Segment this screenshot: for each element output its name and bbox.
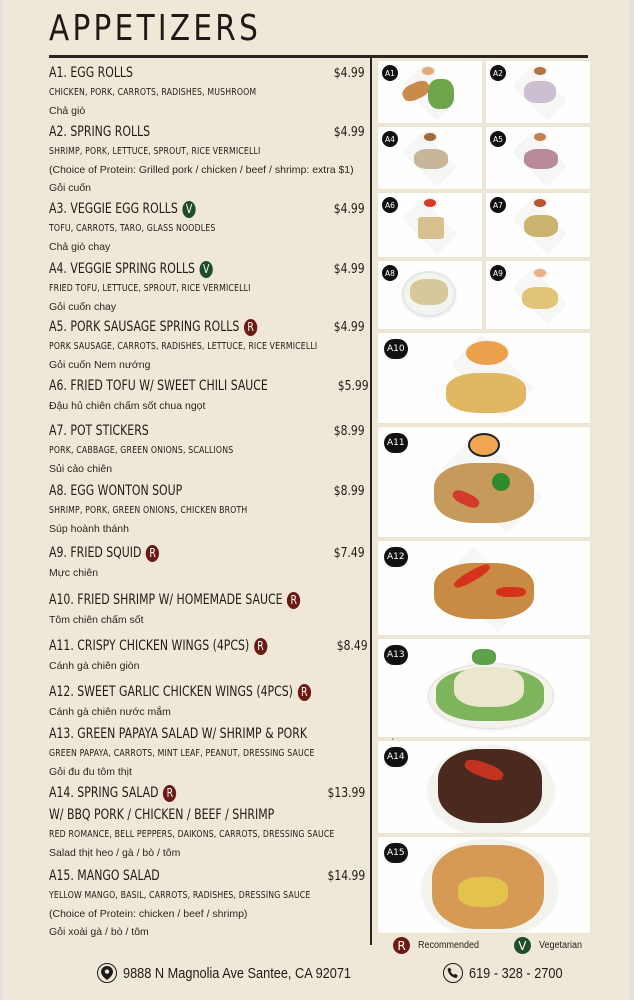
legend (393, 937, 587, 954)
item-ingredients: PORK, CABBAGE, GREEN ONIONS, SCALLIONS (49, 445, 234, 456)
item-price: $4.99 (334, 261, 365, 277)
item-ingredients: GREEN PAPAYA, CARROTS, MINT LEAF, PEANUT, DRESSING SAUCE (49, 748, 315, 759)
vegetarian-badge-icon: V (514, 937, 531, 954)
menu-item-a12 (49, 681, 365, 721)
photo-label: A7 (490, 197, 506, 213)
menu-item-a6 (49, 375, 369, 415)
item-ingredients: CHICKEN, PORK, CARROTS, RADISHES, MUSHROOM (49, 87, 257, 98)
photo-a13 (377, 638, 591, 738)
legend-label: Vegetarian (538, 940, 582, 951)
photo-a12 (377, 540, 591, 636)
menu-item-a11 (49, 635, 368, 675)
photo-a6 (377, 192, 483, 258)
item-price: $8.49 (336, 638, 368, 654)
item-name: A6. FRIED TOFU W/ SWEET CHILI SAUCE (49, 378, 268, 394)
recommended-badge-icon: R (244, 319, 257, 336)
item-price: $4.99 (334, 65, 365, 81)
page-title: APPETIZERS (49, 8, 262, 49)
menu-item-a13 (49, 723, 365, 781)
item-vietnamese-name: Sủi cảo chiên (49, 463, 113, 475)
item-vietnamese-name: Chả giò chay (49, 241, 111, 253)
photo-label: A12 (384, 547, 408, 567)
photo-label: A1 (382, 65, 398, 81)
item-name: A7. POT STICKERS (49, 423, 149, 439)
photo-label: A8 (382, 265, 398, 281)
item-vietnamese-name: Gỏi cuốn chay (49, 301, 117, 313)
item-name: A15. MANGO SALAD (49, 868, 160, 884)
item-name: A3. VEGGIE EGG ROLLS (49, 201, 178, 217)
item-note: (Choice of Protein: Grilled pork / chicken / beef / shrimp: extra $1) (49, 164, 354, 176)
photo-a1 (377, 60, 483, 124)
menu-item-a4 (49, 258, 365, 316)
photo-label: A2 (490, 65, 506, 81)
item-ingredients: RED ROMANCE, BELL PEPPERS, DAIKONS, CARROTS, DRESSING SAUCE (49, 829, 335, 840)
vegetarian-badge-icon: V (183, 201, 196, 218)
phone-text[interactable]: 619 - 328 - 2700 (469, 964, 563, 982)
item-ingredients: YELLOW MANGO, BASIL, CARROTS, RADISHES, DRESSING SAUCE (49, 890, 311, 901)
item-name: A1. EGG ROLLS (49, 65, 133, 81)
menu-item-a9 (49, 542, 365, 582)
item-ingredients: TOFU, CARROTS, TARO, GLASS NOODLES (49, 223, 216, 234)
phone-icon (443, 963, 463, 983)
photo-label: A10 (384, 339, 408, 359)
item-vietnamese-name: Cánh gà chiên nước mắm (49, 706, 171, 718)
item-vietnamese-name: Súp hoành thánh (49, 523, 129, 535)
item-name: A8. EGG WONTON SOUP (49, 483, 183, 499)
menu-item-a14 (49, 782, 365, 862)
footer-address (97, 963, 391, 983)
recommended-badge-icon: R (298, 684, 311, 701)
photo-label: A11 (384, 433, 408, 453)
item-vietnamese-name: Tôm chiên chấm sốt (49, 614, 144, 626)
item-price: $14.99 (327, 868, 365, 884)
item-name: A12. SWEET GARLIC CHICKEN WINGS (4PCS) (49, 684, 293, 700)
item-vietnamese-name: Gỏi xoài gà / bò / tôm (49, 926, 149, 938)
item-price: $4.99 (334, 319, 365, 335)
photo-label: A15 (384, 843, 408, 863)
vegetarian-badge-icon: V (200, 261, 213, 278)
photo-label: A14 (384, 747, 408, 767)
footer-phone (443, 963, 579, 983)
photo-a7 (485, 192, 591, 258)
photo-label: A9 (490, 265, 506, 281)
photo-a15 (377, 836, 591, 934)
recommended-badge-icon: R (393, 937, 410, 954)
item-ingredients: FRIED TOFU, LETTUCE, SPROUT, RICE VERMICELLI (49, 283, 251, 294)
item-name: A2. SPRING ROLLS (49, 124, 151, 140)
item-subtitle: W/ BBQ PORK / CHICKEN / BEEF / SHRIMP (49, 807, 275, 823)
location-pin-icon (97, 963, 117, 983)
item-price: $13.99 (327, 785, 365, 801)
photo-a14 (377, 740, 591, 834)
recommended-badge-icon: R (146, 545, 159, 562)
photo-a4 (377, 126, 483, 190)
item-price: $5.99 (337, 378, 369, 394)
menu-item-a10 (49, 589, 365, 629)
item-name: A5. PORK SAUSAGE SPRING ROLLS (49, 319, 240, 335)
recommended-badge-icon: R (163, 785, 176, 802)
item-price: $7.49 (334, 545, 365, 561)
item-vietnamese-name: Gỏi cuốn (49, 182, 92, 194)
item-name: A11. CRISPY CHICKEN WINGS (4PCS) (49, 638, 250, 654)
menu-item-a5 (49, 316, 365, 374)
item-name: A13. GREEN PAPAYA SALAD W/ SHRIMP & PORK (49, 726, 308, 742)
item-name: A10. FRIED SHRIMP W/ HOMEMADE SAUCE (49, 592, 283, 608)
item-ingredients: SHRIMP, PORK, GREEN ONIONS, CHICKEN BROTH (49, 505, 248, 516)
photo-a11 (377, 426, 591, 538)
menu-item-a7 (49, 420, 365, 478)
item-ingredients: PORK SAUSAGE, CARROTS, RADISHES, LETTUCE, RICE VERMICELLI (49, 341, 318, 352)
menu-item-a2 (49, 121, 365, 197)
item-price: $8.99 (334, 483, 365, 499)
item-vietnamese-name: Gỏi cuốn Nem nướng (49, 359, 151, 371)
photo-a5 (485, 126, 591, 190)
item-name: A9. FRIED SQUID (49, 545, 142, 561)
item-price: $4.99 (334, 201, 365, 217)
item-name: A4. VEGGIE SPRING ROLLS (49, 261, 195, 277)
menu-item-a8 (49, 480, 365, 538)
photo-label: A4 (382, 131, 398, 147)
legend-vegetarian (514, 937, 587, 954)
menu-item-a1 (49, 62, 365, 120)
recommended-badge-icon: R (254, 638, 267, 655)
item-vietnamese-name: Salad thịt heo / gà / bò / tôm (49, 847, 181, 859)
menu-page (3, 0, 629, 1000)
legend-recommended (393, 937, 486, 954)
recommended-badge-icon: R (287, 592, 300, 609)
photo-a8 (377, 260, 483, 330)
item-name: A14. SPRING SALAD (49, 785, 159, 801)
legend-label: Recommended (418, 940, 480, 951)
item-ingredients: SHRIMP, PORK, LETTUCE, SPROUT, RICE VERMICELLI (49, 146, 261, 157)
item-note: (Choice of Protein: chicken / beef / shrimp) (49, 908, 248, 920)
photo-a10 (377, 332, 591, 424)
column-divider (370, 57, 372, 945)
photo-label: A13 (384, 645, 408, 665)
item-vietnamese-name: Đậu hủ chiên chấm sốt chua ngọt (49, 400, 206, 412)
item-vietnamese-name: Chả giò (49, 105, 86, 117)
photo-a9 (485, 260, 591, 330)
item-vietnamese-name: Mực chiên (49, 567, 99, 579)
photo-label: A5 (490, 131, 506, 147)
menu-item-a3 (49, 198, 365, 256)
address-text: 9888 N Magnolia Ave Santee, CA 92071 (123, 964, 352, 982)
photo-label: A6 (382, 197, 398, 213)
photo-a2 (485, 60, 591, 124)
menu-item-a15 (49, 865, 365, 941)
item-price: $8.99 (334, 423, 365, 439)
item-price: $4.99 (334, 124, 365, 140)
item-vietnamese-name: Gỏi đu đu tôm thịt (49, 766, 132, 778)
item-vietnamese-name: Cánh gà chiên giòn (49, 660, 140, 672)
header-divider (49, 55, 588, 58)
